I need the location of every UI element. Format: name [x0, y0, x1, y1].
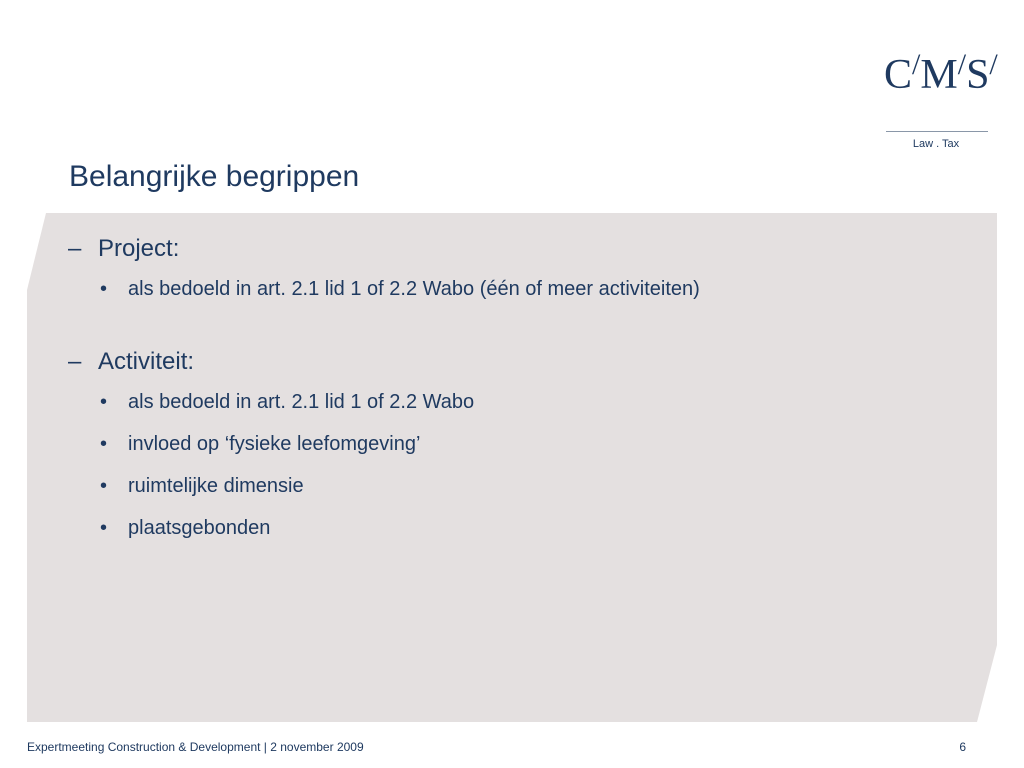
- section-heading: [68, 233, 968, 265]
- list-item-text: ruimtelijke dimensie: [128, 475, 304, 497]
- section-heading: [68, 346, 968, 378]
- bullet-marker: •: [100, 475, 108, 497]
- bullet-marker: •: [100, 517, 108, 539]
- page-number: 6: [959, 740, 966, 754]
- list-item-text: als bedoeld in art. 2.1 lid 1 of 2.2 Wabo (één of meer activiteiten): [128, 278, 700, 300]
- dash-marker: –: [68, 348, 82, 375]
- section-activiteit: [68, 346, 968, 542]
- section-project: [68, 233, 968, 303]
- bullet-marker: •: [100, 278, 108, 300]
- cms-logo: [884, 40, 998, 150]
- list-item: [68, 388, 968, 416]
- slide-content: [68, 233, 968, 542]
- bullet-marker: •: [100, 391, 108, 413]
- logo-tagline: Law . Tax: [912, 138, 960, 150]
- section-heading-text: Activiteit:: [98, 348, 195, 375]
- list-item: [68, 472, 968, 500]
- list-item: [68, 430, 968, 458]
- list-item-text: plaatsgebonden: [128, 517, 271, 539]
- section-heading-text: Project:: [98, 235, 180, 262]
- list-item: [68, 275, 968, 303]
- list-item-text: invloed op ‘fysieke leefomgeving’: [128, 433, 421, 455]
- dash-marker: –: [68, 235, 82, 262]
- logo-divider: [886, 131, 988, 132]
- footer-text: Expertmeeting Construction & Development | 2 november 2009: [27, 740, 364, 754]
- list-item: [68, 514, 968, 542]
- slide-title: Belangrijke begrippen: [69, 160, 360, 193]
- list-item-text: als bedoeld in art. 2.1 lid 1 of 2.2 Wabo: [128, 391, 475, 413]
- logo-mark: C/M/S/: [884, 48, 998, 98]
- bullet-marker: •: [100, 433, 108, 455]
